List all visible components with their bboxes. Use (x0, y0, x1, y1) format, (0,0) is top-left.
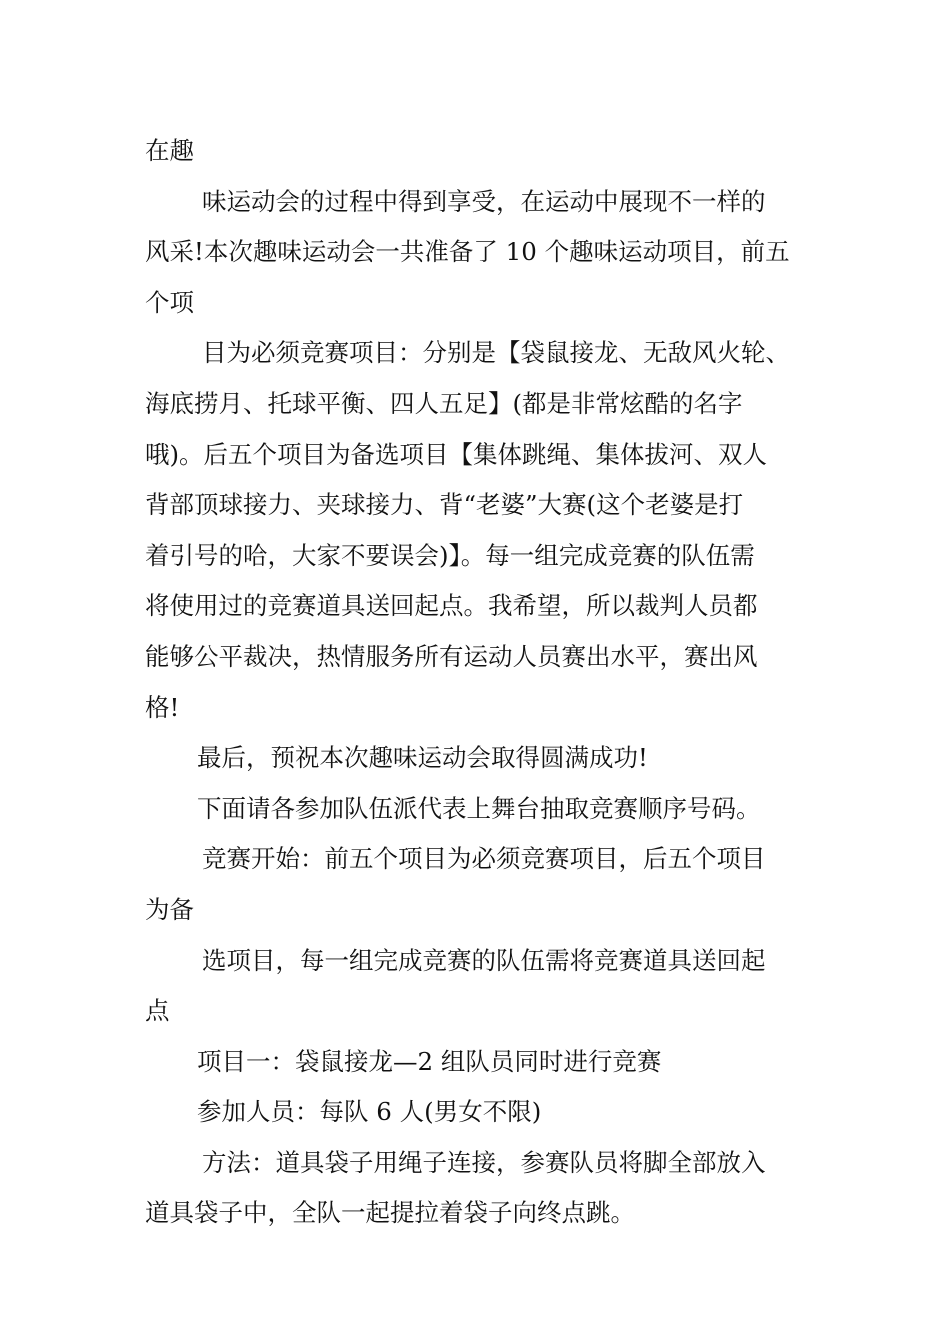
text-line: 方法：道具袋子用绳子连接，参赛队员将脚全部放入 (202, 1147, 766, 1177)
text-line: 背部顶球接力、夹球接力、背“老婆”大赛(这个老婆是打 (145, 490, 744, 520)
text-line: 道具袋子中，全队一起提拉着袋子向终点跳。 (145, 1198, 635, 1228)
text-line: 风采!本次趣味运动会一共准备了 10 个趣味运动项目，前五 (145, 237, 790, 267)
text-line: 将使用过的竞赛道具送回起点。我希望，所以裁判人员都 (145, 591, 758, 621)
text-line: 最后，预祝本次趣味运动会取得圆满成功! (197, 743, 648, 773)
text-line: 海底捞月、托球平衡、四人五足】(都是非常炫酷的名字 (145, 388, 743, 418)
text-line: 参加人员：每队 6 人(男女不限) (197, 1097, 542, 1127)
text-line: 目为必须竞赛项目：分别是【袋鼠接龙、无敌风火轮、 (202, 338, 790, 368)
text-line: 为备 (145, 894, 194, 924)
text-line: 竞赛开始：前五个项目为必须竞赛项目，后五个项目 (202, 844, 766, 874)
text-line: 项目一：袋鼠接龙—2 组队员同时进行竞赛 (197, 1046, 662, 1076)
text-line: 下面请各参加队伍派代表上舞台抽取竞赛顺序号码。 (197, 793, 761, 823)
text-line: 着引号的哈，大家不要误会)】。每一组完成竞赛的队伍需 (145, 540, 755, 570)
text-line: 在趣 (145, 136, 194, 165)
text-line: 哦)。后五个项目为备选项目【集体跳绳、集体拔河、双人 (145, 439, 768, 469)
text-line: 选项目，每一组完成竞赛的队伍需将竞赛道具送回起 (202, 945, 766, 975)
text-line: 味运动会的过程中得到享受，在运动中展现不一样的 (202, 186, 766, 216)
text-line: 格! (145, 692, 180, 722)
text-line: 点 (145, 996, 170, 1026)
text-line: 个项 (145, 287, 194, 317)
text-line: 能够公平裁决，热情服务所有运动人员赛出水平，赛出风 (145, 641, 758, 671)
document-body (145, 126, 810, 1239)
